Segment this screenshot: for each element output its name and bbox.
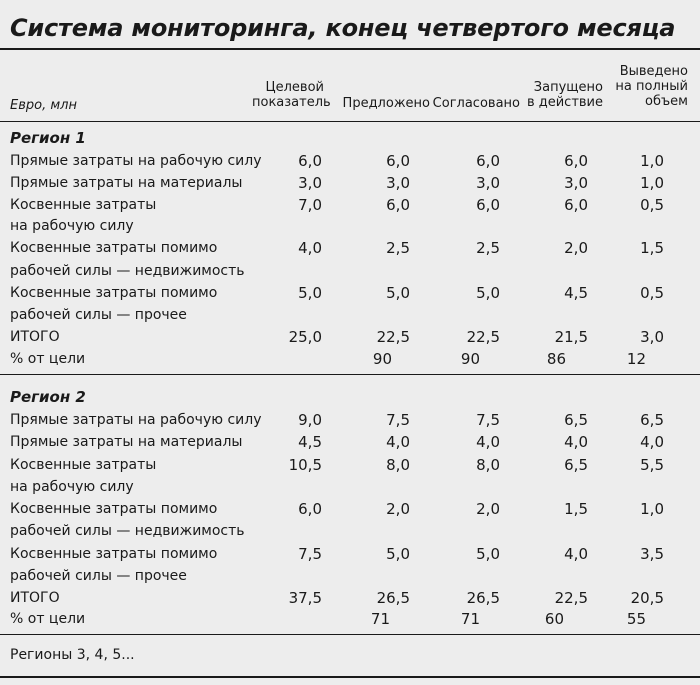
- col-header-line: в действие: [526, 95, 603, 110]
- cell-launched: 21,5: [554, 328, 588, 346]
- cell-full: 1,0: [640, 152, 664, 170]
- units-label: Евро, млн: [10, 98, 77, 113]
- cell-full: 20,5: [630, 589, 664, 607]
- cell-proposed: 6,0: [386, 152, 410, 170]
- row-label: рабочей силы — прочее: [10, 568, 187, 584]
- col-header-line: объем: [645, 94, 688, 109]
- cell-full: 0,5: [640, 284, 664, 302]
- col-header-proposed: [342, 96, 430, 111]
- cell-target: 6,0: [298, 500, 322, 518]
- cell-target: 10,5: [288, 456, 322, 474]
- col-header-line: показатель: [252, 95, 331, 110]
- cell-full: 3,5: [640, 545, 664, 563]
- cell-proposed: 5,0: [386, 545, 410, 563]
- total-label: ИТОГО: [10, 590, 60, 606]
- cell-proposed: 7,5: [386, 411, 410, 429]
- cell-approved: 5,0: [476, 284, 500, 302]
- cell-approved: 90: [460, 350, 480, 368]
- cell-target: 7,5: [298, 545, 322, 563]
- row-label: Косвенные затраты помимо: [10, 501, 218, 517]
- cell-launched: 3,0: [564, 174, 588, 192]
- cell-proposed: 26,5: [376, 589, 410, 607]
- region-divider: [0, 634, 700, 635]
- row-label: Косвенные затраты: [10, 457, 157, 473]
- cell-full: 1,0: [640, 174, 664, 192]
- row-label: Косвенные затраты помимо: [10, 240, 218, 256]
- cell-target: 5,0: [298, 284, 322, 302]
- cell-proposed: 71: [370, 610, 390, 628]
- cell-launched: 6,0: [564, 196, 588, 214]
- col-header-line: Предложено: [342, 96, 430, 111]
- cell-target: 37,5: [288, 589, 322, 607]
- cell-launched: 60: [544, 610, 564, 628]
- region-title: Регион 2: [10, 388, 86, 406]
- cell-approved: 71: [460, 610, 480, 628]
- region-title: Регион 1: [10, 129, 86, 147]
- cell-proposed: 6,0: [386, 196, 410, 214]
- col-header-line: Согласовано: [432, 96, 520, 111]
- cell-proposed: 4,0: [386, 433, 410, 451]
- row-label: Косвенные затраты помимо: [10, 285, 218, 301]
- header-rule: [0, 121, 700, 122]
- cell-proposed: 2,0: [386, 500, 410, 518]
- col-header-line: Запущено: [533, 80, 603, 95]
- cell-approved: 8,0: [476, 456, 500, 474]
- cell-proposed: 90: [372, 350, 392, 368]
- cell-approved: 5,0: [476, 545, 500, 563]
- cell-target: 25,0: [288, 328, 322, 346]
- row-label: Прямые затраты на материалы: [10, 175, 243, 191]
- col-header-full-volume: [612, 64, 688, 109]
- row-label: Прямые затраты на рабочую силу: [10, 153, 262, 169]
- row-label: рабочей силы — недвижимость: [10, 263, 245, 279]
- cell-proposed: 5,0: [386, 284, 410, 302]
- cell-approved: 3,0: [476, 174, 500, 192]
- cell-launched: 6,5: [564, 411, 588, 429]
- cell-proposed: 2,5: [386, 239, 410, 257]
- row-label: на рабочую силу: [10, 218, 134, 234]
- row-label: Косвенные затраты помимо: [10, 546, 218, 562]
- cell-launched: 2,0: [564, 239, 588, 257]
- cell-proposed: 3,0: [386, 174, 410, 192]
- cell-approved: 6,0: [476, 152, 500, 170]
- row-label: Прямые затраты на материалы: [10, 434, 243, 450]
- cell-launched: 4,5: [564, 284, 588, 302]
- row-label: Косвенные затраты: [10, 197, 157, 213]
- cell-target: 6,0: [298, 152, 322, 170]
- cell-approved: 2,5: [476, 239, 500, 257]
- bottom-rule: [0, 676, 700, 678]
- col-header-launched: [525, 80, 603, 110]
- cell-launched: 86: [546, 350, 566, 368]
- cell-launched: 1,5: [564, 500, 588, 518]
- col-header-line: Выведено: [619, 64, 688, 79]
- cell-proposed: 22,5: [376, 328, 410, 346]
- cell-full: 1,0: [640, 500, 664, 518]
- cell-approved: 22,5: [466, 328, 500, 346]
- cell-full: 0,5: [640, 196, 664, 214]
- cell-full: 3,0: [640, 328, 664, 346]
- row-label: Прямые затраты на рабочую силу: [10, 412, 262, 428]
- row-label: на рабочую силу: [10, 479, 134, 495]
- cell-target: 4,0: [298, 239, 322, 257]
- cell-target: 9,0: [298, 411, 322, 429]
- col-header-line: на полный: [615, 79, 688, 94]
- cell-full: 5,5: [640, 456, 664, 474]
- total-label: ИТОГО: [10, 329, 60, 345]
- cell-launched: 6,0: [564, 152, 588, 170]
- cell-approved: 6,0: [476, 196, 500, 214]
- cell-full: 1,5: [640, 239, 664, 257]
- region-divider: [0, 374, 700, 375]
- cell-approved: 4,0: [476, 433, 500, 451]
- cell-launched: 6,5: [564, 456, 588, 474]
- cell-target: 3,0: [298, 174, 322, 192]
- page-title: Система мониторинга, конец четвертого месяца: [10, 14, 676, 42]
- col-header-approved: [430, 96, 520, 111]
- cell-launched: 22,5: [554, 589, 588, 607]
- cell-launched: 4,0: [564, 433, 588, 451]
- cell-target: 4,5: [298, 433, 322, 451]
- cell-proposed: 8,0: [386, 456, 410, 474]
- footer-note: Регионы 3, 4, 5...: [10, 647, 135, 663]
- cell-full: 55: [626, 610, 646, 628]
- cell-launched: 4,0: [564, 545, 588, 563]
- percent-label: % от цели: [10, 351, 86, 367]
- row-label: рабочей силы — прочее: [10, 307, 187, 323]
- title-rule: [0, 48, 700, 50]
- col-header-line: Целевой: [265, 80, 324, 95]
- cell-approved: 7,5: [476, 411, 500, 429]
- cell-approved: 2,0: [476, 500, 500, 518]
- cell-target: 7,0: [298, 196, 322, 214]
- col-header-target: [252, 80, 331, 110]
- cell-full: 6,5: [640, 411, 664, 429]
- cell-approved: 26,5: [466, 589, 500, 607]
- cell-full: 12: [626, 350, 646, 368]
- row-label: рабочей силы — недвижимость: [10, 523, 245, 539]
- percent-label: % от цели: [10, 611, 86, 627]
- cell-full: 4,0: [640, 433, 664, 451]
